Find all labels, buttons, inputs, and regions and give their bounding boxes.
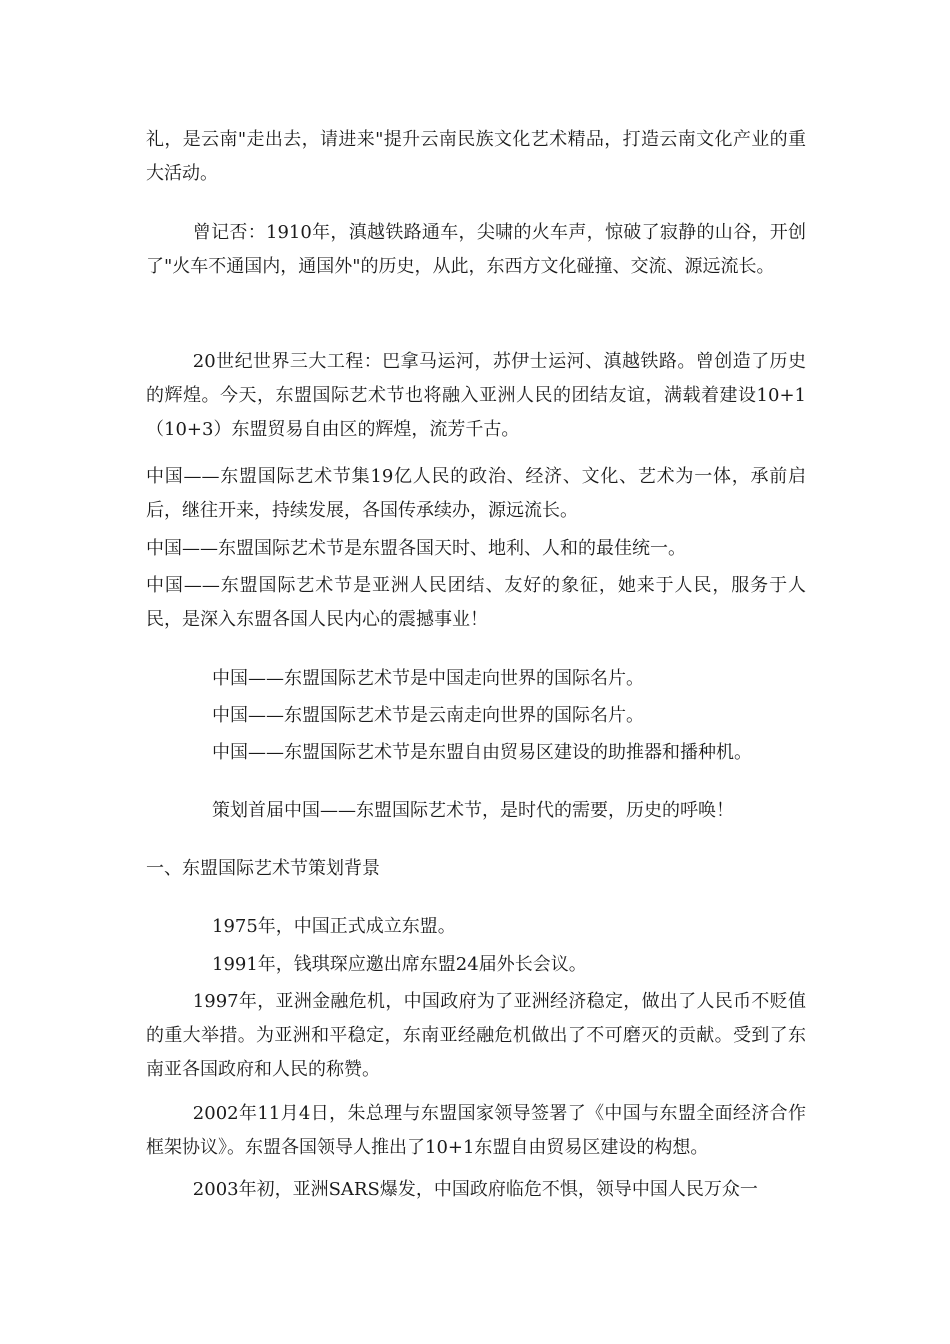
paragraph-2002: 2002年11月4日，朱总理与东盟国家领导签署了《中国与东盟全面经济合作框架协议》。东盟各国领导人推出了10+1东盟自由贸易区建设的构想。 [146, 1103, 806, 1158]
paragraph-yunnan-card: 中国——东盟国际艺术节是云南走向世界的国际名片。 [212, 705, 644, 726]
paragraph-festival-symbol: 中国——东盟国际艺术节是亚洲人民团结、友好的象征，她来于人民，服务于人民，是深入东盟各国人民内心的震撼事业！ [146, 575, 806, 630]
paragraph-railway-history: 曾记否：1910年，滇越铁路通车，尖啸的火车声，惊破了寂静的山谷，开创了"火车不通国内，通国外"的历史，从此，东西方文化碰撞、交流、源远流长。 [146, 222, 806, 277]
paragraph-festival-unity: 中国——东盟国际艺术节是东盟各国天时、地利、人和的最佳统一。 [146, 538, 686, 559]
paragraph-1991: 1991年，钱琪琛应邀出席东盟24届外长会议。 [212, 954, 587, 975]
section-heading-background: 一、东盟国际艺术节策划背景 [146, 858, 380, 879]
paragraph-cultural-event: 礼，是云南"走出去，请进来"提升云南民族文化艺术精品，打造云南文化产业的重大活动。 [146, 129, 806, 184]
paragraph-three-projects: 20世纪世界三大工程：巴拿马运河，苏伊士运河、滇越铁路。曾创造了历史的辉煌。今天，东盟国际艺术节也将融入亚洲人民的团结友谊，满载着建设10+1（10+3）东盟贸易自由区的辉煌，流芳千古。 [146, 351, 806, 440]
paragraph-trade-zone-booster: 中国——东盟国际艺术节是东盟自由贸易区建设的助推器和播种机。 [212, 742, 752, 763]
paragraph-2003: 2003年初，亚洲SARS爆发，中国政府临危不惧，领导中国人民万众一 [192, 1179, 758, 1200]
paragraph-1975: 1975年，中国正式成立东盟。 [212, 916, 456, 937]
paragraph-1997: 1997年，亚洲金融危机，中国政府为了亚洲经济稳定，做出了人民币不贬值的重大举措。为亚洲和平稳定，东南亚经融危机做出了不可磨灭的贡献。受到了东南亚各国政府和人民的称赞。 [146, 991, 806, 1080]
paragraph-china-card: 中国——东盟国际艺术节是中国走向世界的国际名片。 [212, 668, 644, 689]
paragraph-call-of-history: 策划首届中国——东盟国际艺术节，是时代的需要，历史的呼唤！ [212, 800, 734, 821]
paragraph-festival-19-billion: 中国——东盟国际艺术节集19亿人民的政治、经济、文化、艺术为一体，承前启后，继往开来，持续发展，各国传承续办，源远流长。 [146, 466, 806, 521]
